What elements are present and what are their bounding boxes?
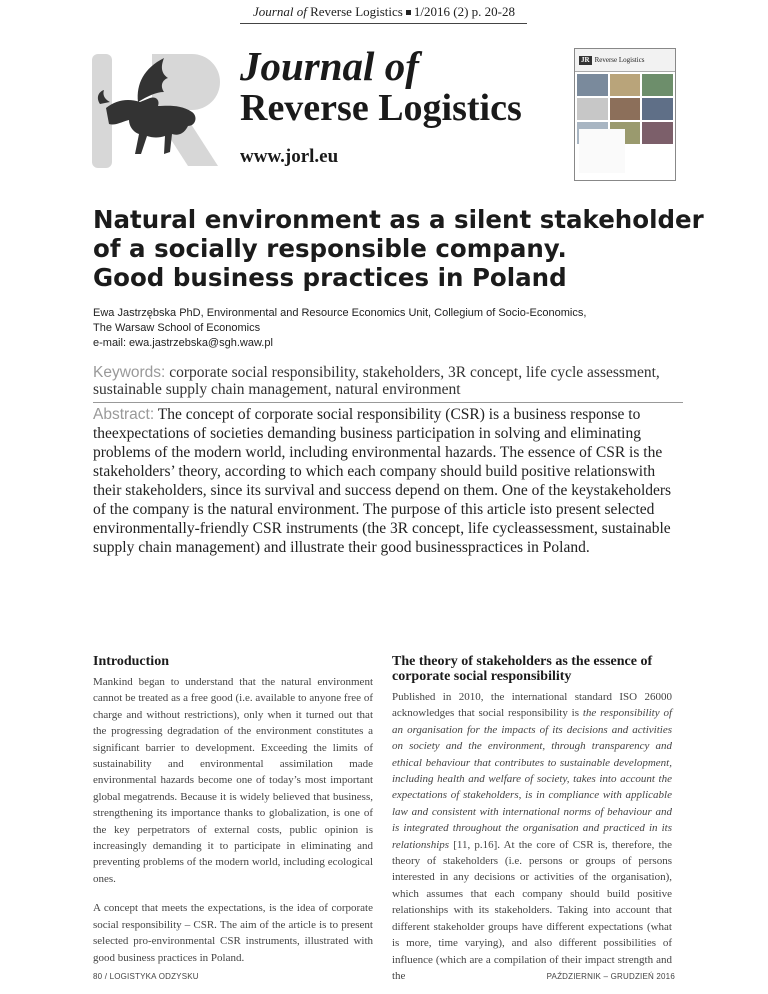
running-head-issue: 1/2016 (2) p. 20-28 bbox=[413, 4, 515, 19]
pegasus-logo bbox=[92, 52, 222, 170]
cover-header bbox=[575, 49, 675, 72]
masthead-title-line1: Journal of bbox=[240, 43, 419, 89]
cover-photo bbox=[642, 122, 673, 144]
author-institution: The Warsaw School of Economics bbox=[93, 322, 261, 334]
author-affiliation: Ewa Jastrzębska PhD, Environmental and Resource Economics Unit, Collegium of Socio-Economics, bbox=[93, 307, 587, 319]
running-head-journal-italic: Journal of bbox=[253, 4, 307, 19]
abstract bbox=[93, 405, 683, 557]
cover-photo bbox=[642, 98, 673, 120]
abstract-label: Abstract: bbox=[93, 406, 155, 423]
cover-photo bbox=[577, 74, 608, 96]
author-block bbox=[93, 306, 683, 351]
column-right bbox=[392, 654, 672, 984]
cover-text-block bbox=[579, 129, 625, 173]
cover-photo bbox=[610, 98, 641, 120]
section-heading-introduction: Introduction bbox=[93, 654, 169, 669]
abstract-text: The concept of corporate social responsibility (CSR) is a business response to theexpectations of societies demanding business participation in solving and eliminating problems of the modern world, including environmental hazards. The essence of CSR is the stakeholders’ theory, according to which each company should build positive relationswith their stakeholders, since its survival and success depend on them. One of the keystakeholders of the company is the natural environment. The purpose of this article isto present selected environmentally-friendly CSR instruments (the 3R concept, life cycleassessment, sustainable supply chain management) and illustrate their good businesspractices in Poland. bbox=[93, 406, 672, 556]
stakeholders-text-start: Published in 2010, the international standard ISO 26000 acknowledges that social responsibility is bbox=[392, 691, 672, 720]
journal-url[interactable]: www.jorl.eu bbox=[240, 146, 339, 167]
introduction-paragraph-1: Mankind began to understand that the natural environment cannot be treated as a free good (i.e. available to anyone free of charge and without restrictions), only when it turned out that the progressing degradation of the environment constitutes a significant barrier to development. Exceeding the limits of sustainability and environmental assimilation made environmental hazards become one of today’s most important global megatrends. Because it is widely believed that business, strengthening its importance thanks to globalization, is one of the key perpetrators of external costs, public opinion is increasingly demanding it to participate in eliminating and preventing problems of the modern world, including ecological ones. bbox=[93, 676, 373, 885]
footer-right: PAŹDZIERNIK – GRUDZIEŃ 2016 bbox=[546, 972, 675, 981]
running-head bbox=[0, 4, 768, 20]
masthead-title-line2: Reverse Logistics bbox=[240, 87, 522, 129]
running-head-rule bbox=[240, 23, 527, 24]
running-head-journal-name: Reverse Logistics bbox=[310, 4, 403, 19]
cover-photo bbox=[577, 98, 608, 120]
cover-logo-icon: JR bbox=[581, 55, 590, 64]
journal-cover-thumbnail bbox=[574, 48, 676, 181]
article-title-line1: Natural environment as a silent stakeholder bbox=[93, 205, 704, 234]
introduction-paragraph-2: A concept that meets the expectations, is the idea of corporate social responsibility – CSR. The aim of the article is to present selected pro-environmental CSR instruments, illustrated with good business practices in Poland. bbox=[93, 902, 373, 964]
keywords bbox=[93, 364, 683, 398]
cover-photo bbox=[610, 74, 641, 96]
keywords-label: Keywords: bbox=[93, 364, 166, 381]
footer-left: 80 / LOGISTYKA ODZYSKU bbox=[93, 972, 199, 981]
keywords-divider bbox=[93, 402, 683, 403]
stakeholders-paragraph bbox=[392, 689, 672, 984]
separator-square-icon bbox=[406, 10, 411, 15]
author-email[interactable]: e-mail: ewa.jastrzebska@sgh.waw.pl bbox=[93, 337, 273, 349]
article-title-line2: of a socially responsible company. bbox=[93, 234, 567, 263]
stakeholders-text-end: [11, p.16]. At the core of CSR is, therefore, the theory of stakeholders (i.e. persons or groups of persons interested in any decisions or activities of the organisation), which assumes that each company should build positive relationships with its stakeholders. Taking into account that different stakeholder groups have different expectations (what is more, time varying), and also different possibilities of influence (which are a compilation of their impact strength and the bbox=[392, 838, 672, 982]
article-title bbox=[93, 205, 704, 292]
journal-masthead bbox=[240, 44, 522, 168]
iso-definition-quote: the responsibility of an organisation for the impacts of its decisions and activities on society and the environment, through transparency and ethical behaviour that contributes to sustainable development, including health and welfare of society, takes into account the expectations of stakeholders, is in compliance with applicable law and consistent with international norms of behaviour and is integrated throughout the organisation and practiced in its relationships bbox=[392, 707, 672, 851]
section-heading-stakeholders: The theory of stakeholders as the essence of corporate social responsibility bbox=[392, 654, 653, 684]
cover-photo bbox=[642, 74, 673, 96]
column-left bbox=[93, 654, 373, 966]
cover-title: Reverse Logistics bbox=[594, 55, 645, 64]
article-title-line3: Good business practices in Poland bbox=[93, 263, 567, 292]
keywords-text: corporate social responsibility, stakeholders, 3R concept, life cycle assessment, sustainable supply chain management, natural environment bbox=[93, 364, 660, 398]
